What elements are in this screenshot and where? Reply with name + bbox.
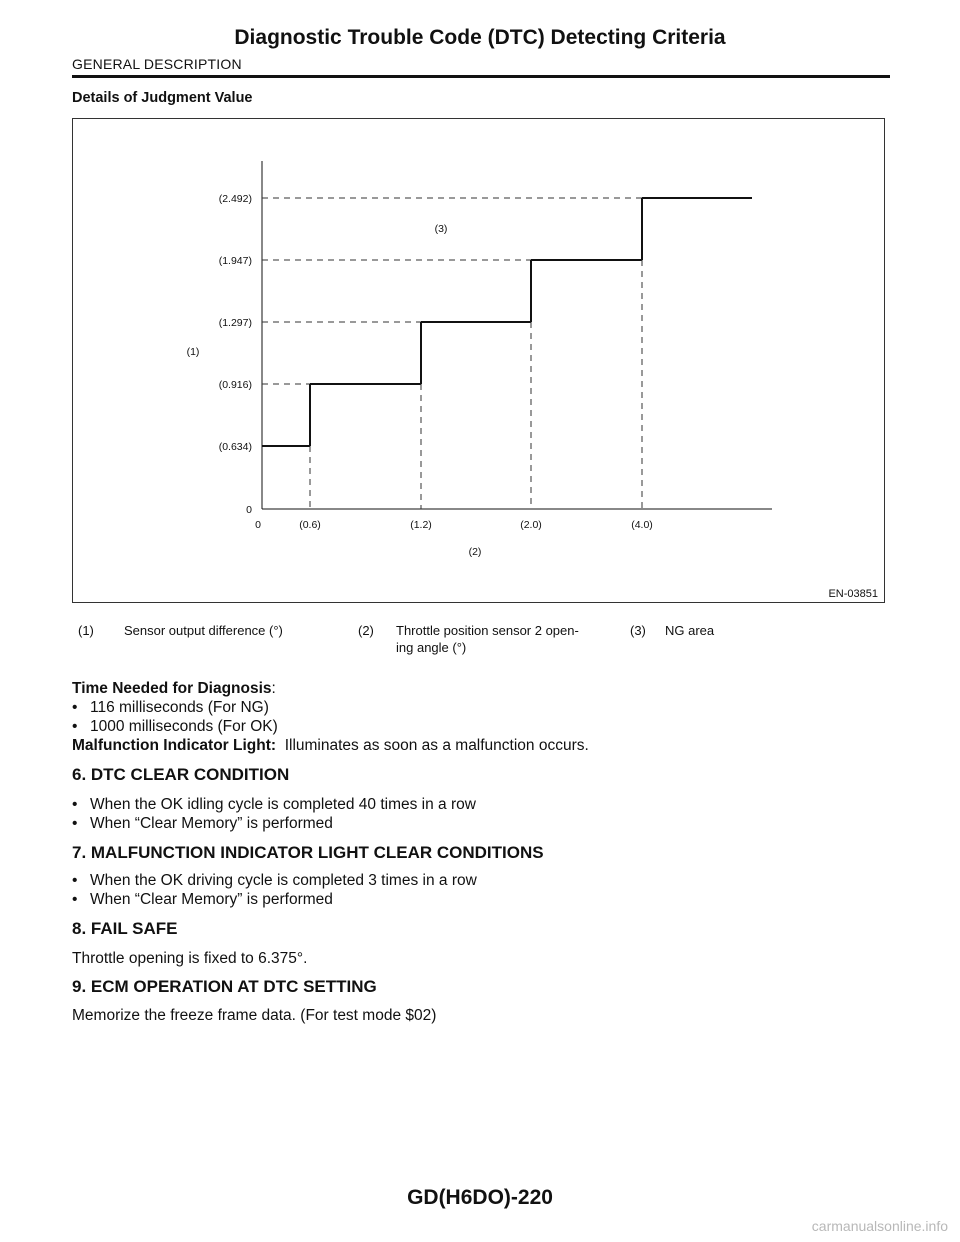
section-name: GENERAL DESCRIPTION [72, 56, 242, 72]
list-item: • When “Clear Memory” is performed [72, 814, 476, 833]
figure-box [72, 118, 885, 603]
list-item: • When “Clear Memory” is performed [72, 890, 477, 909]
section-7-list [72, 871, 477, 909]
section-6-list [72, 795, 476, 833]
legend-text: Sensor output difference (°) [124, 623, 283, 638]
mil-label: Malfunction Indicator Light: [72, 737, 277, 754]
y-tick-label: (2.492) [218, 193, 252, 205]
section-9-text: Memorize the freeze frame data. (For test mode $02) [72, 1007, 437, 1024]
diagnosis-block [72, 679, 589, 755]
page-title: Diagnostic Trouble Code (DTC) Detecting Criteria [234, 26, 726, 49]
y-axis-label: (1) [186, 346, 200, 358]
section-heading-7: 7. MALFUNCTION INDICATOR LIGHT CLEAR CONDITIONS [72, 843, 544, 862]
x-tick-label: (0.6) [299, 519, 321, 531]
section-heading-8: 8. FAIL SAFE [72, 919, 178, 938]
y-tick-label: (0.634) [218, 441, 252, 453]
ng-area-label: (3) [434, 223, 448, 235]
mil-text: Illuminates as soon as a malfunction occurs. [284, 737, 589, 754]
page-number: GD(H6DO)-220 [407, 1186, 553, 1209]
header-rule [72, 75, 890, 78]
x-tick-label: (1.2) [410, 519, 432, 531]
time-needed-label: Time Needed for Diagnosis [72, 680, 272, 697]
section-heading-6: 6. DTC CLEAR CONDITION [72, 765, 290, 784]
y-tick-label: (0.916) [218, 379, 252, 391]
figure-heading: Details of Judgment Value [72, 90, 253, 106]
list-item: • When the OK idling cycle is completed 40 times in a row [72, 795, 476, 814]
legend-text-line: Throttle position sensor 2 open- [396, 623, 579, 638]
x-tick-label: (2.0) [520, 519, 542, 531]
legend-number: (3) [630, 623, 646, 638]
legend-number: (2) [358, 623, 374, 638]
legend-number: (1) [78, 623, 94, 638]
section-8-text: Throttle opening is fixed to 6.375°. [72, 950, 308, 967]
time-needed-colon: : [271, 680, 276, 697]
legend-text-line: ing angle (°) [396, 640, 467, 655]
list-item: • 116 milliseconds (For NG) [72, 698, 589, 717]
section-heading-9: 9. ECM OPERATION AT DTC SETTING [72, 977, 377, 996]
x-tick-label: (4.0) [631, 519, 653, 531]
legend-text: NG area [665, 623, 715, 638]
y-tick-label: (1.297) [218, 317, 252, 329]
watermark: carmanualsonline.info [811, 1218, 948, 1234]
y-tick-label: 0 [246, 504, 252, 516]
list-item: • 1000 milliseconds (For OK) [72, 717, 589, 736]
judgment-value-chart [73, 119, 886, 604]
y-tick-label: (1.947) [218, 255, 252, 267]
x-axis-label: (2) [468, 546, 482, 558]
x-tick-label: 0 [255, 519, 261, 531]
list-item: • When the OK driving cycle is completed 3 times in a row [72, 871, 477, 890]
figure-code: EN-03851 [828, 588, 878, 600]
